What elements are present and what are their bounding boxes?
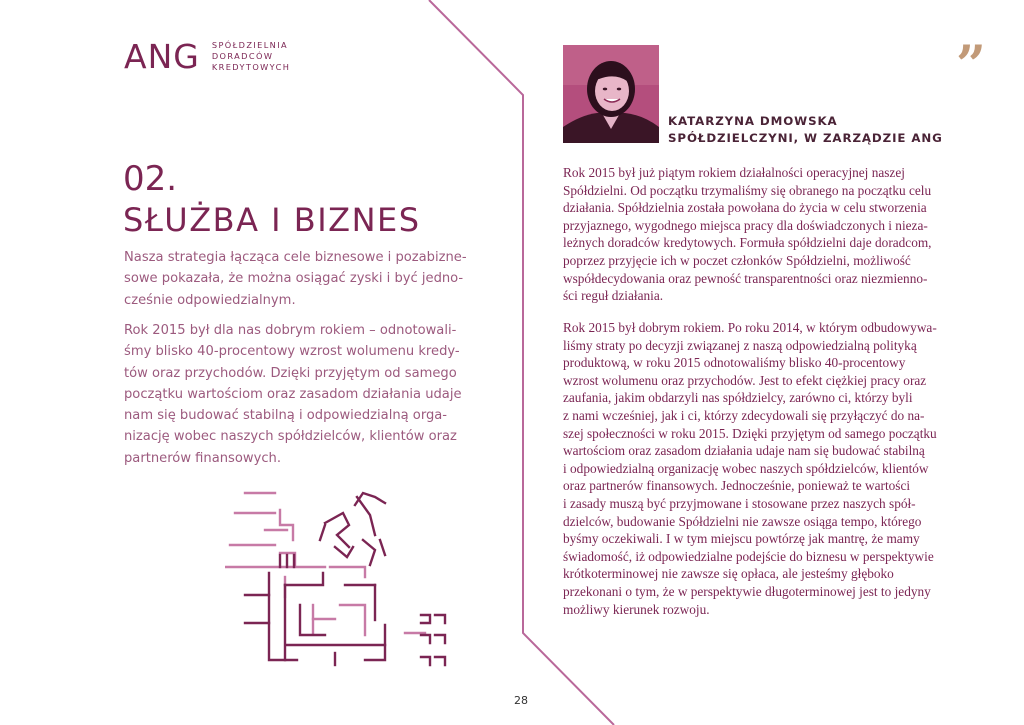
city-maze-illustration: [225, 485, 455, 675]
text-line: cześnie odpowiedzialnym.: [124, 292, 296, 308]
quote-icon: ”: [956, 35, 986, 96]
text-line: poprzez przyjęcie ich w poczet członków Spółdzielni, możliwość: [563, 252, 911, 268]
text-line: Rok 2015 był już piątym rokiem działalności operacyjnej naszej: [563, 165, 905, 180]
text-line: nam się budować stabilną i odpowiedzialną orga-: [124, 408, 448, 424]
text-line: możliwy kierunek rozwoju.: [563, 601, 710, 617]
chapter-number: 02.: [123, 159, 178, 199]
text-line: nizację wobec naszych spółdzielców, klientów oraz: [124, 429, 457, 445]
text-line: byśmy oczekiwali. I w tym miejscu powtórzę jak mantrę, że mamy: [563, 531, 920, 547]
text-line: świadomość, iż odpowiedzialne podejście do biznesu w perspektywie: [563, 548, 934, 564]
text-line: Spółdzielni. Od początku trzymaliśmy się obranego na początku celu: [563, 182, 932, 198]
text-line: przyjaznego, wygodnego miejsca pracy dla doświadczonych i nieza-: [563, 217, 928, 233]
author-name: KATARZYNA DMOWSKA: [668, 114, 838, 128]
text-line: zaufania, jakim obdarzyli nas spółdzielcy, zarówno ci, którzy byli: [563, 390, 913, 406]
logo-mark: ANG: [124, 37, 200, 76]
text-line: liśmy straty po decyzji związanej z naszą odpowiedzialną polityką: [563, 337, 917, 353]
author-role: SPÓŁDZIELCZYNI, W ZARZĄDZIE ANG: [668, 131, 943, 145]
page-number: 28: [514, 694, 528, 707]
text-line: i zasady muszą być przyjmowane i stosowane przez naszych spół-: [563, 495, 916, 511]
logo-sub-line: DORADCÓW: [211, 51, 274, 61]
text-line: ści reguł działania.: [563, 288, 664, 304]
text-line: sowe pokazała, że można osiągać zyski i być jedno-: [124, 271, 464, 287]
text-line: Nasza strategia łącząca cele biznesowe i pozabizne-: [124, 250, 467, 265]
text-line: oraz partnerów finansowych. Jednocześnie, ponieważ te wartości: [563, 478, 911, 494]
author-portrait: [563, 45, 659, 143]
text-line: działania. Spółdzielnia została powołana do życia w celu stworzenia: [563, 200, 927, 216]
logo-sub-line: KREDYTOWYCH: [211, 62, 291, 72]
text-line: produktową, w roku 2015 odnotowaliśmy blisko 40-procentowy: [563, 355, 906, 371]
logo-sub-line: SPÓŁDZIELNIA: [211, 40, 289, 50]
ang-logo: [124, 37, 291, 76]
text-line: tów oraz przychodów. Dzięki przyjętym od samego: [124, 365, 457, 381]
text-line: i odpowiedzialną organizację wobec naszych spółdzielców, klientów: [563, 460, 929, 476]
text-line: wzrost wolumenu oraz przychodów. Jest to efekt ciężkiej pracy oraz: [563, 372, 927, 388]
logo-subtitle: [212, 40, 290, 73]
summary-paragraph: [124, 320, 509, 469]
text-line: partnerów finansowych.: [124, 450, 282, 466]
quote-paragraph-2: [563, 319, 983, 618]
text-line: z nami wcześniej, jak i ci, którzy zdecydowali się przyłączyć do na-: [563, 407, 925, 423]
text-line: Rok 2015 był dobrym rokiem. Po roku 2014, w którym odbudowywa-: [563, 320, 937, 335]
text-line: leżnych doradców kredytowych. Formuła spółdzielni daje doradcom,: [563, 235, 932, 251]
text-line: krótkoterminowej nie zawsze się opłaca, ale jesteśmy głęboko: [563, 566, 894, 582]
portrait-illustration: [563, 45, 659, 143]
text-line: Rok 2015 był dla nas dobrym rokiem – odnotowali-: [124, 323, 457, 338]
text-line: szej społeczności w roku 2015. Dzięki przyjętym od samego początku: [563, 425, 937, 441]
text-line: dzielców, budowanie Spółdzielni nie zawsze osiąga tempo, którego: [563, 513, 922, 529]
text-line: współdecydowania oraz pewność transparentności oraz niezmienno-: [563, 270, 928, 286]
text-line: przekonani o tym, że w perspektywie długoterminowej jest to jedyny: [563, 583, 931, 599]
intro-paragraph: [124, 247, 509, 311]
text-line: początku wartościom oraz zasadom działania udaje: [124, 386, 462, 402]
text-line: śmy blisko 40-procentowy wzrost wolumenu kredy-: [124, 344, 460, 360]
chapter-title: SŁUŻBA I BIZNES: [123, 201, 421, 239]
text-line: wartościom oraz zasadom działania udaje nam się budować stabilną: [563, 443, 925, 459]
quote-paragraph-1: [563, 164, 983, 305]
